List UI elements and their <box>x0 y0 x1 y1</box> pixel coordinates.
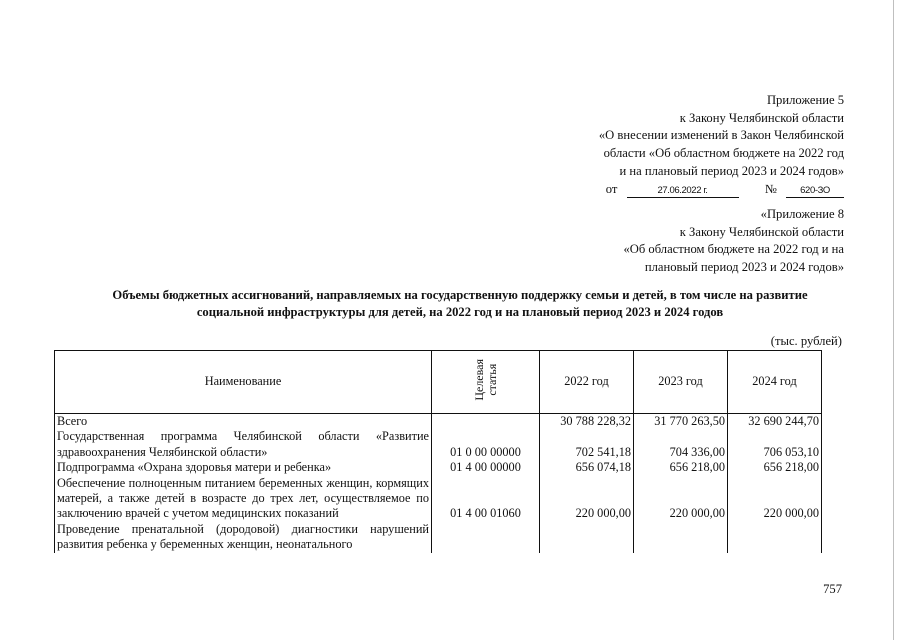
page-number: 757 <box>823 582 842 596</box>
row-value-2023: 704 336,00 <box>634 429 728 460</box>
row-value-2024: 656 218,00 <box>728 460 822 475</box>
law-number-value: 620-ЗО <box>786 185 844 198</box>
row-value-2022: 702 541,18 <box>540 429 634 460</box>
appendix-8-line: «Приложение 8 <box>760 207 844 221</box>
appendix-5-line: к Закону Челябинской области <box>679 110 844 125</box>
row-name: Подпрограмма «Охрана здоровья матери и ребенка» <box>55 460 432 475</box>
appendix-8-line: плановый период 2023 и 2024 годов» <box>644 260 844 275</box>
table-row <box>55 460 822 475</box>
row-value-2024: 32 690 244,70 <box>728 414 822 430</box>
header-name: Наименование <box>55 351 432 414</box>
row-value-2023 <box>634 522 728 553</box>
appendix-5-line: Приложение 5 <box>766 93 844 107</box>
header-code-label: Целевая статья <box>471 358 499 401</box>
appendix-8-line: к Закону Челябинской области <box>679 224 844 239</box>
table-body <box>55 414 822 553</box>
number-prefix: № <box>764 181 777 196</box>
header-2024: 2024 год <box>728 351 822 414</box>
table-header-row <box>55 351 822 414</box>
budget-table <box>54 350 822 553</box>
row-target-code <box>432 414 540 430</box>
row-value-2024: 220 000,00 <box>728 476 822 522</box>
row-value-2022: 220 000,00 <box>540 476 634 522</box>
row-name: Обеспечение полноценным питанием беременных женщин, кормящих матерей, а также детей в возрасте до трех лет, осуществляемое по заключению врачей с учетом медицинских показаний <box>55 476 432 522</box>
table-row <box>55 414 822 430</box>
row-name: Проведение пренатальной (дородовой) диагностики нарушений развития ребенка у беременных женщин, неонатального <box>55 522 432 553</box>
row-target-code: 01 4 00 01060 <box>432 476 540 522</box>
appendix-8-block <box>484 206 844 277</box>
row-value-2023: 31 770 263,50 <box>634 414 728 430</box>
row-target-code <box>432 522 540 553</box>
table-row <box>55 476 822 522</box>
document-title <box>40 287 880 321</box>
table-row <box>55 522 822 553</box>
row-value-2024 <box>728 522 822 553</box>
row-value-2022: 656 074,18 <box>540 460 634 475</box>
header-2023: 2023 год <box>634 351 728 414</box>
appendix-5-line: и на плановый период 2023 и 2024 годов» <box>619 163 844 178</box>
row-name: Всего <box>55 414 432 430</box>
row-value-2024: 706 053,10 <box>728 429 822 460</box>
row-value-2022: 30 788 228,32 <box>540 414 634 430</box>
appendix-5-line: «О внесении изменений в Закон Челябинской <box>598 128 844 143</box>
row-target-code: 01 4 00 00000 <box>432 460 540 475</box>
row-value-2022 <box>540 522 634 553</box>
row-value-2023: 220 000,00 <box>634 476 728 522</box>
row-target-code: 01 0 00 00000 <box>432 429 540 460</box>
header-2022: 2022 год <box>540 351 634 414</box>
row-value-2023: 656 218,00 <box>634 460 728 475</box>
document-title-line: социальной инфраструктуры для детей, на 2022 год и на плановый период 2023 и 2024 годов <box>196 305 724 319</box>
appendix-5-block <box>484 92 844 199</box>
appendix-5-line: области «Об областном бюджете на 2022 год <box>603 146 844 161</box>
row-name: Государственная программа Челябинской области «Развитие здравоохранения Челябинской области» <box>55 429 432 460</box>
header-code <box>432 351 540 414</box>
units-label: (тыс. рублей) <box>770 334 842 348</box>
appendix-8-line: «Об областном бюджете на 2022 год и на <box>623 242 844 257</box>
law-date-value: 27.06.2022 г. <box>627 185 739 198</box>
law-date-line <box>484 181 844 199</box>
date-prefix: от <box>605 181 618 196</box>
table-row <box>55 429 822 460</box>
document-title-line: Объемы бюджетных ассигнований, направляемых на государственную поддержку семьи и детей, в том числе на развитие <box>112 288 808 302</box>
